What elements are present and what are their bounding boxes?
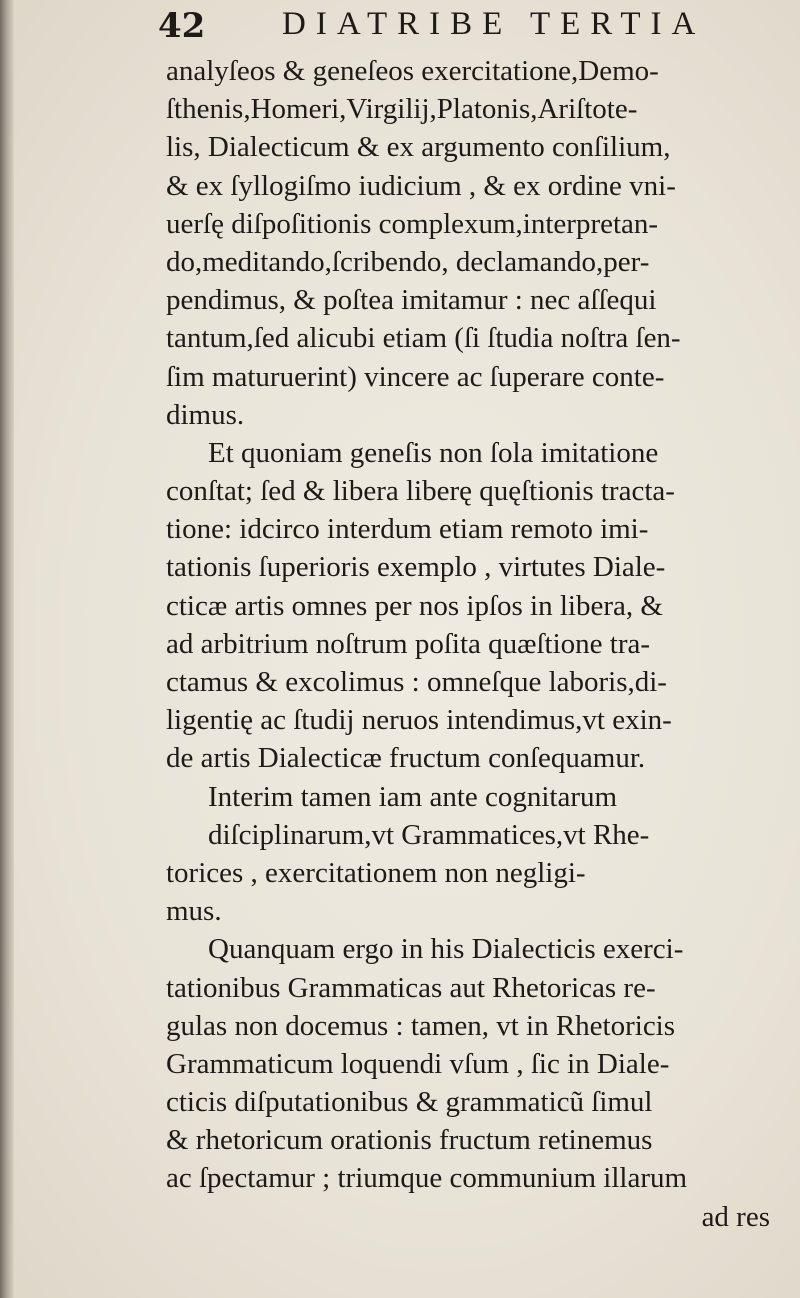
text-line: gulas non docemus : tamen, vt in Rhetoricis bbox=[166, 1009, 676, 1042]
text-line: ſim maturuerint) vincere ac ſuperare conte- bbox=[166, 360, 665, 393]
text-line: cticæ artis omnes per nos ipſos in libera, & bbox=[166, 589, 663, 622]
text-line: tione: idcirco interdum etiam remoto imi- bbox=[166, 513, 649, 546]
text-line: do,meditando,ſcribendo, declamando,per- bbox=[166, 245, 650, 278]
page-gutter-shadow bbox=[0, 0, 14, 1298]
text-line: ac ſpectamur ; triumque communium illarum bbox=[166, 1162, 688, 1195]
text-line: uerſę diſpoſitionis complexum,interpretan- bbox=[166, 207, 659, 240]
text-line: ctamus & excolimus : omneſque laboris,di- bbox=[166, 666, 667, 698]
text-line: cticis diſputationibus & grammaticũ ſimul bbox=[166, 1086, 653, 1119]
text-line: & rhetoricum orationis fructum retinemus bbox=[166, 1124, 653, 1157]
text-line: ad arbitrium noſtrum poſita quæſtione tra- bbox=[166, 627, 651, 660]
text-line: conſtat; ſed & libera liberę quęſtionis tracta- bbox=[166, 475, 675, 508]
page-header bbox=[158, 2, 758, 50]
text-line: tationis ſuperioris exemplo , virtutes Diale- bbox=[166, 551, 666, 584]
text-line: & ex ſyllogiſmo iudicium , & ex ordine vni- bbox=[166, 169, 676, 202]
paragraph-start-line: Et quoniam geneſis non ſola imitatione bbox=[208, 436, 659, 469]
text-line: torices , exercitationem non negligi- bbox=[166, 856, 586, 889]
text-line: de artis Dialecticæ fructum conſequamur. bbox=[166, 742, 646, 775]
paragraph-start-line: Interim tamen iam ante cognitarum bbox=[208, 780, 618, 813]
text-line: tantum,ſed alicubi etiam (ſi ſtudia noſtra ſen- bbox=[166, 322, 681, 355]
text-line: dimus. bbox=[166, 398, 245, 431]
text-line: tationibus Grammaticas aut Rhetoricas re- bbox=[166, 971, 656, 1004]
body-text bbox=[166, 52, 776, 1236]
text-line: pendimus, & poſtea imitamur : nec aſſequi bbox=[166, 284, 657, 317]
paragraph-start-line: Quanquam ergo in his Dialecticis exerci- bbox=[208, 933, 684, 966]
page-number: 42 bbox=[158, 6, 206, 46]
catchword: ad res bbox=[701, 1200, 770, 1233]
text-line: ligentię ac ſtudij neruos intendimus,vt exin- bbox=[166, 704, 672, 737]
running-head: DIATRIBE TERTIA bbox=[282, 6, 706, 42]
text-line: analyſeos & geneſeos exercitatione,Demo- bbox=[166, 55, 659, 87]
text-line: mus. bbox=[166, 895, 222, 928]
text-line: lis, Dialecticum & ex argumento conſilium, bbox=[166, 131, 671, 164]
text-line: Grammaticum loquendi vſum , ſic in Diale- bbox=[166, 1047, 670, 1080]
text-line: ſthenis,Homeri,Virgilij,Platonis,Ariſtote- bbox=[166, 93, 638, 126]
text-line: diſciplinarum,vt Grammatices,vt Rhe- bbox=[208, 818, 650, 851]
